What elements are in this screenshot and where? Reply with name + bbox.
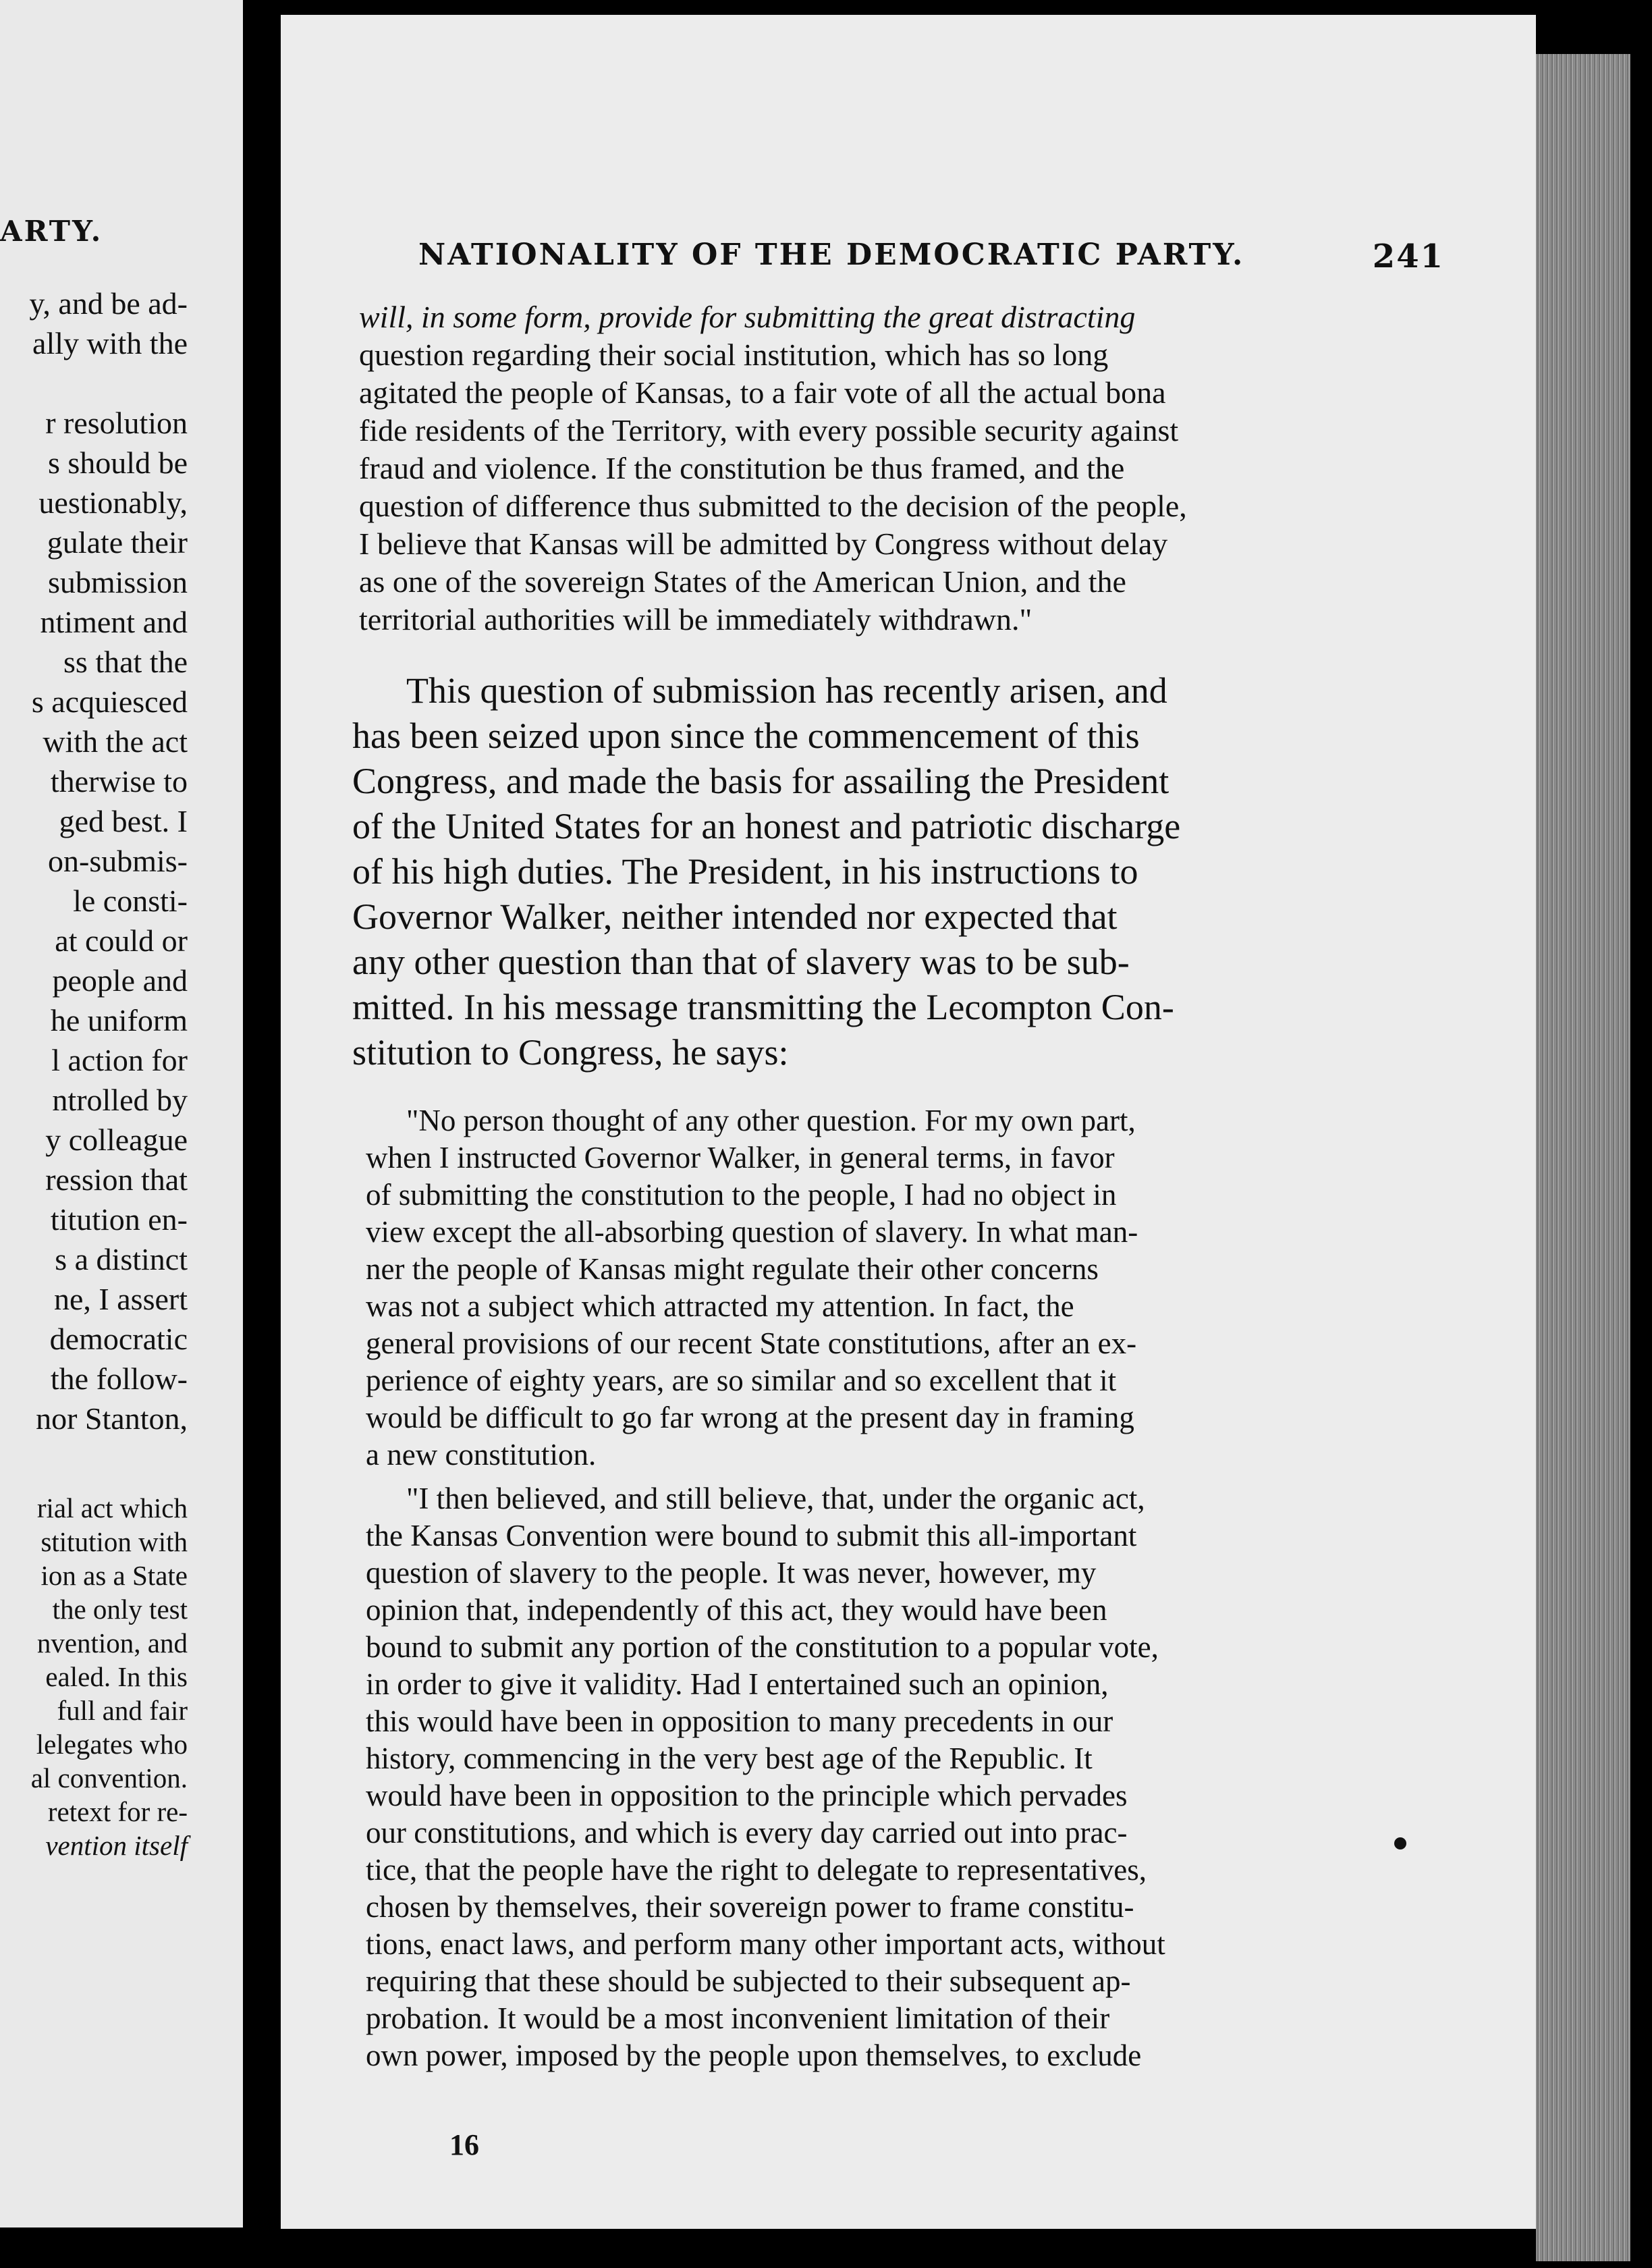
running-head-title: NATIONALITY OF THE DEMOCRATIC PARTY. — [418, 238, 1245, 272]
quote-line: own power, imposed by the people upon themselves, to exclude — [366, 2039, 1142, 2072]
quote-line: view except the all-absorbing question of slavery. In what man- — [366, 1215, 1138, 1249]
facing-footnote-line: al convention. — [30, 1762, 188, 1793]
message-quotation — [312, 1102, 1536, 2074]
facing-line: at could or — [55, 923, 188, 958]
facing-page-text — [29, 284, 188, 1862]
facing-line: ne, I assert — [54, 1282, 188, 1316]
quote-line: will, in some form, provide for submitting the great distracting — [359, 300, 1136, 334]
quote-line: agitated the people of Kansas, to a fair vote of all the actual bona — [359, 375, 1166, 410]
body-line: Congress, and made the basis for assailing the President — [352, 761, 1169, 801]
quote-line: opinion that, independently of this act, they would have been — [366, 1593, 1107, 1627]
facing-line — [29, 363, 188, 403]
page-text — [312, 298, 1536, 2074]
facing-line: people and — [52, 963, 188, 998]
quote-line: probation. It would be a most inconvenient limitation of their — [366, 2001, 1110, 2035]
quote-line: would have been in opposition to the principle which pervades — [366, 1779, 1128, 1812]
body-line: any other question than that of slavery was to be sub- — [352, 942, 1130, 982]
quote-line: I believe that Kansas will be admitted by Congress without delay — [359, 526, 1168, 561]
quote-line: as one of the sovereign States of the American Union, and the — [359, 564, 1126, 599]
facing-footnote-line: full and fair — [57, 1695, 188, 1726]
quote-line: general provisions of our recent State constitutions, after an ex- — [366, 1326, 1137, 1360]
quote-line: "I then believed, and still believe, that, under the organic act, — [406, 1482, 1145, 1515]
body-line: has been seized upon since the commencement of this — [352, 716, 1140, 756]
body-paragraph — [312, 668, 1536, 1075]
book-gutter — [243, 0, 281, 2268]
facing-line: ss that the — [63, 645, 188, 679]
facing-line: le consti- — [73, 884, 188, 918]
quote-line: a new constitution. — [366, 1438, 597, 1472]
signature-mark: 16 — [449, 2128, 479, 2161]
quote-line: requiring that these should be subjected to their subsequent ap- — [366, 1964, 1131, 1998]
opening-quotation — [312, 298, 1536, 639]
facing-page-running-head: ARTY. — [0, 215, 103, 248]
quote-line: this would have been in opposition to many precedents in our — [366, 1704, 1113, 1738]
quote-line: question regarding their social institution, which has so long — [359, 338, 1109, 372]
facing-line: uestionably, — [38, 485, 188, 520]
quote-line: territorial authorities will be immediately withdrawn." — [359, 602, 1032, 637]
facing-line: ntrolled by — [52, 1083, 188, 1117]
facing-page-fragment — [0, 0, 243, 2228]
facing-line: l action for — [51, 1043, 188, 1077]
ink-dot — [1394, 1837, 1406, 1850]
body-line: This question of submission has recently arisen, and — [406, 670, 1167, 711]
quote-line: fide residents of the Territory, with every possible security against — [359, 413, 1179, 448]
facing-footnote-line: retext for re- — [47, 1796, 188, 1827]
facing-footnote-line: nvention, and — [36, 1627, 188, 1658]
facing-line: democratic — [49, 1322, 188, 1356]
facing-line: submission — [47, 565, 188, 599]
quote-line: of submitting the constitution to the people, I had no object in — [366, 1178, 1117, 1212]
quote-line: in order to give it validity. Had I entertained such an opinion, — [366, 1667, 1109, 1701]
facing-footnote-line: the only test — [52, 1594, 188, 1625]
body-line: of his high duties. The President, in his instructions to — [352, 851, 1138, 892]
quote-line: tice, that the people have the right to delegate to representatives, — [366, 1853, 1147, 1887]
facing-line: s should be — [48, 446, 188, 480]
quote-line: "No person thought of any other question. For my own part, — [406, 1104, 1136, 1137]
body-line: of the United States for an honest and patriotic discharge — [352, 806, 1181, 846]
facing-line: ression that — [45, 1162, 188, 1197]
facing-footnote-line: rial act which — [36, 1492, 188, 1523]
facing-footnote-line: lelegates who — [36, 1729, 188, 1760]
body-line: stitution to Congress, he says: — [352, 1032, 789, 1073]
facing-line: titution en- — [50, 1202, 188, 1237]
quote-line: the Kansas Convention were bound to submit this all-important — [366, 1519, 1137, 1552]
quote-line: was not a subject which attracted my attention. In fact, the — [366, 1289, 1074, 1323]
facing-line: he uniform — [50, 1003, 188, 1037]
facing-footnote-line: stitution with — [40, 1526, 188, 1557]
page-edges — [1536, 54, 1630, 2261]
quote-line: our constitutions, and which is every day carried out into prac- — [366, 1816, 1128, 1850]
quote-line: question of slavery to the people. It was never, however, my — [366, 1556, 1097, 1590]
quote-line: when I instructed Governor Walker, in general terms, in favor — [366, 1141, 1115, 1174]
quote-line: chosen by themselves, their sovereign power to frame constitu- — [366, 1890, 1134, 1924]
facing-line: s acquiesced — [31, 684, 188, 719]
body-line: Governor Walker, neither intended nor expected that — [352, 896, 1118, 937]
quote-line: ner the people of Kansas might regulate their other concerns — [366, 1252, 1099, 1286]
facing-line: r resolution — [45, 406, 188, 440]
running-head — [418, 238, 1444, 275]
facing-footnote-line: ion as a State — [40, 1560, 188, 1591]
facing-line: ged best. I — [59, 804, 188, 838]
facing-line: nor Stanton, — [36, 1401, 188, 1436]
facing-line: with the act — [43, 724, 188, 759]
facing-footnote-line: ealed. In this — [45, 1661, 188, 1692]
facing-line: y colleague — [45, 1123, 188, 1157]
quote-line: bound to submit any portion of the constitution to a popular vote, — [366, 1630, 1159, 1664]
facing-line: the follow- — [50, 1361, 188, 1396]
body-line: mitted. In his message transmitting the Lecompton Con- — [352, 987, 1174, 1027]
facing-line: therwise to — [50, 764, 188, 799]
quote-line: fraud and violence. If the constitution be thus framed, and the — [359, 451, 1125, 485]
quote-line: question of difference thus submitted to the decision of the people, — [359, 489, 1187, 523]
facing-footnote-line: vention itself — [45, 1830, 188, 1861]
facing-line: ntiment and — [40, 605, 188, 639]
quote-line: perience of eighty years, are so similar and so excellent that it — [366, 1364, 1117, 1397]
facing-line: s a distinct — [55, 1242, 188, 1276]
facing-line: gulate their — [47, 525, 188, 560]
page-number: 241 — [1372, 238, 1444, 275]
quote-line: tions, enact laws, and perform many other important acts, without — [366, 1927, 1165, 1961]
facing-line: ally with the — [32, 326, 188, 360]
book-page — [281, 15, 1536, 2229]
quote-line: would be difficult to go far wrong at the present day in framing — [366, 1401, 1134, 1434]
quote-line: history, commencing in the very best age of the Republic. It — [366, 1742, 1093, 1775]
facing-line: y, and be ad- — [29, 286, 188, 321]
facing-line: on-submis- — [48, 844, 188, 878]
